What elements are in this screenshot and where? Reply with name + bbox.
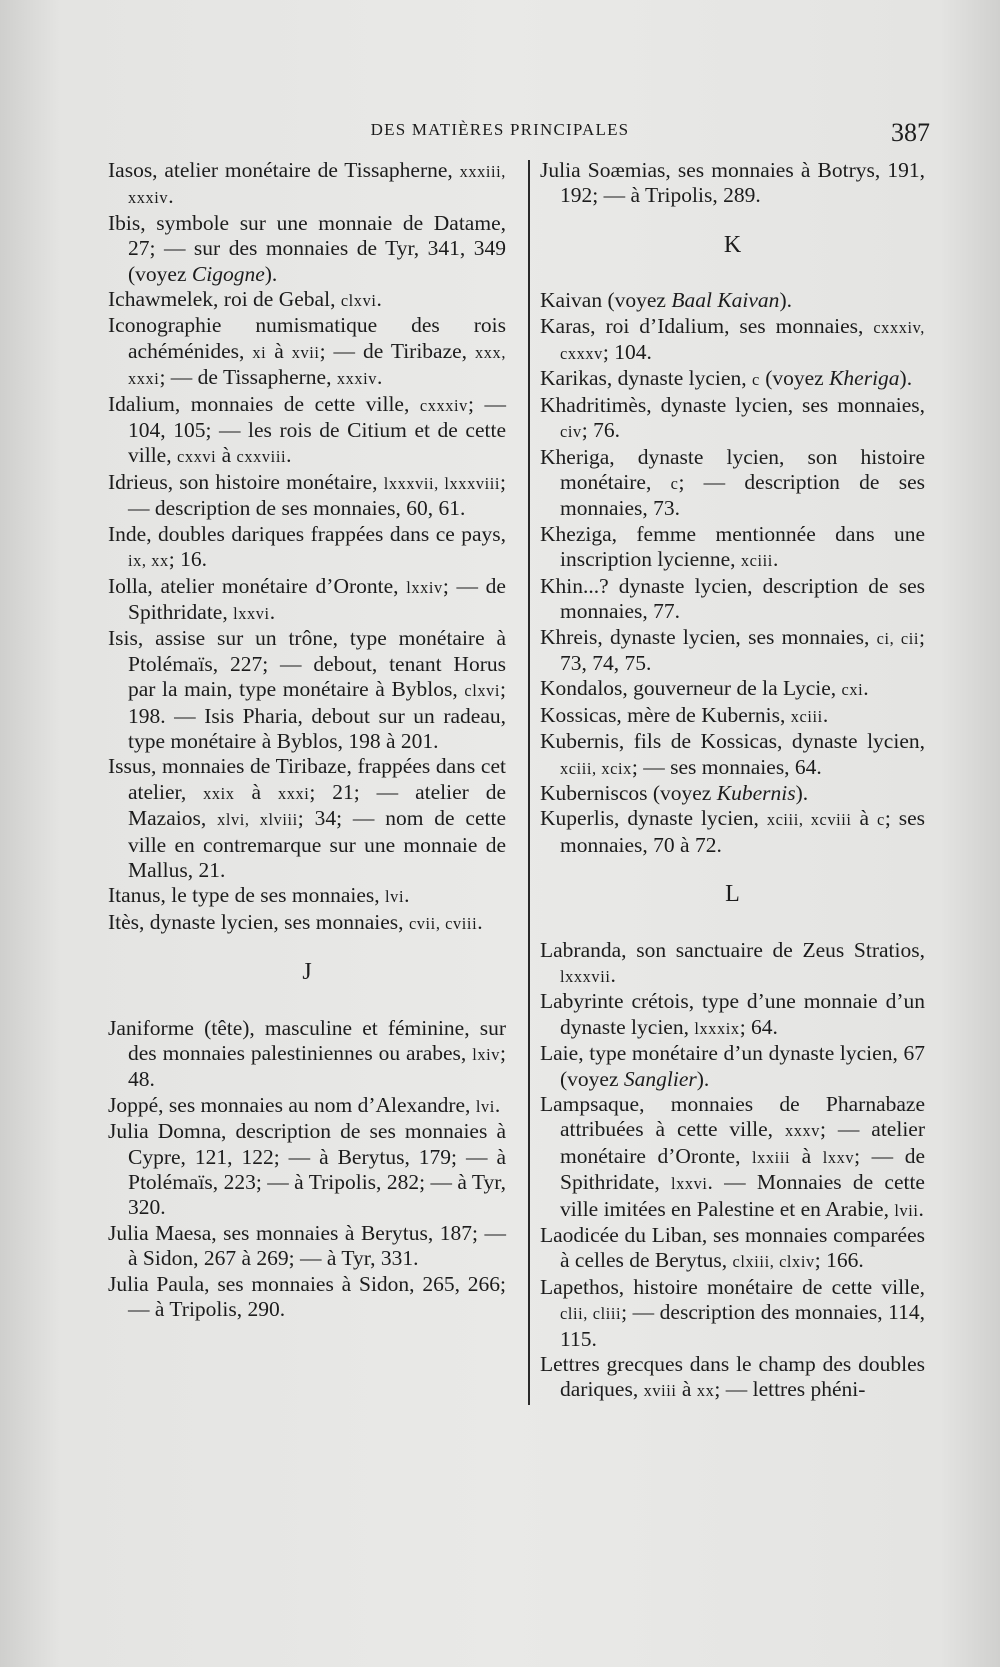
entry-text: Kubernis, fils de Kossicas, dynaste lycien, — [540, 729, 925, 754]
index-entry — [108, 910, 506, 936]
index-entry — [540, 703, 925, 729]
entry-text: Itès, dynaste lycien, ses monnaies, — [108, 909, 409, 934]
entry-roman-numeral: lxxvi — [233, 603, 270, 623]
entry-roman-numeral: lxxxix — [694, 1018, 740, 1038]
page-number: 387 — [891, 118, 930, 147]
entry-roman-numeral: xciii — [740, 551, 773, 571]
index-entry — [540, 989, 925, 1041]
index-entry — [108, 1272, 506, 1323]
entry-text: (voyez — [759, 366, 830, 391]
entry-text: . — [286, 443, 292, 468]
index-entry — [108, 1016, 506, 1093]
index-entry — [108, 883, 506, 909]
entry-text: . — [168, 184, 174, 209]
index-entry — [540, 158, 925, 209]
index-column-left — [108, 158, 506, 1322]
entry-text: ; 198. — Isis Pharia, debout sur un radeau, type monétaire à Byblos, 198 à 201. — [128, 677, 506, 753]
entry-crossref: Kubernis — [716, 780, 796, 805]
entry-roman-numeral: civ — [560, 422, 582, 442]
entry-crossref: Cigogne — [191, 261, 265, 286]
entry-roman-numeral: cxxxiv — [419, 395, 468, 415]
entry-roman-numeral: lxxvi — [670, 1174, 708, 1194]
entry-text: Julia Paula, ses monnaies à Sidon, 265, 266; — à Tripolis, 290. — [108, 1271, 506, 1322]
entry-text: Lapethos, histoire monétaire de cette ville, — [540, 1274, 925, 1299]
entry-text: ; 64. — [739, 1014, 778, 1039]
entry-text: Julia Soæmias, ses monnaies à Botrys, 191, 192; — à Tripolis, 289. — [540, 158, 925, 208]
entry-text: Ibis, symbole sur une monnaie de Datame, 27; — sur des monnaies de Tyr, 341, 349 (voyez — [108, 210, 506, 286]
index-entry — [108, 470, 506, 522]
entry-roman-numeral: xciii — [790, 706, 823, 726]
entry-text: ; 76. — [581, 418, 620, 443]
entry-text: Joppé, ses monnaies au nom d’Alexandre, — [108, 1092, 476, 1117]
entry-text: ). — [779, 288, 792, 313]
entry-text: ; — atelier monétaire d’Oronte, — [560, 1117, 926, 1168]
index-entry — [108, 392, 506, 470]
entry-roman-numeral: xciii, xcviii — [766, 810, 852, 830]
entry-text: Karikas, dynaste lycien, — [540, 366, 752, 391]
index-entry — [108, 158, 506, 211]
entry-text: ; — description de ses monnaies, 73. — [560, 470, 925, 521]
index-entry — [108, 574, 506, 627]
entry-text: . — [477, 909, 483, 934]
index-entry — [108, 287, 506, 313]
entry-text: ; 73, 74, 75. — [560, 624, 925, 675]
entry-text: ). — [264, 261, 278, 286]
entry-roman-numeral: xxix — [203, 783, 235, 803]
entry-text: à — [790, 1143, 823, 1168]
entry-text: . — [863, 676, 869, 701]
entry-text: Khadritimès, dynaste lycien, ses monnaies, — [540, 392, 925, 417]
index-entry — [540, 574, 925, 625]
entry-text: Kaivan (voyez — [540, 288, 672, 313]
index-entry — [540, 314, 925, 367]
index-entry — [540, 366, 925, 392]
entry-roman-numeral: lxxiv — [406, 577, 443, 597]
entry-roman-numeral: xviii — [643, 1381, 677, 1401]
index-entry — [540, 1223, 925, 1275]
entry-roman-numeral: xxxiv — [336, 369, 378, 389]
entry-roman-numeral: lvi — [385, 887, 405, 907]
index-letter-heading: L — [725, 881, 740, 908]
entry-text: à — [234, 779, 278, 804]
entry-text: Julia Domna, description de ses monnaies à Cypre, 121, 122; — à Berytus, 179; — à Ptolémaïs, 223; — à Tripolis, 282; — à Tyr, 320. — [108, 1119, 506, 1220]
entry-text: ; — description des monnaies, 114, 115. — [560, 1300, 925, 1351]
entry-roman-numeral: lxxiii — [752, 1147, 791, 1167]
entry-text: . — [610, 962, 616, 987]
index-entry — [540, 522, 925, 574]
entry-text: . — Monnaies de cette ville imitées en Palestine et en Arabie, — [560, 1170, 925, 1221]
entry-roman-numeral: lxxxvii, lxxxviii — [383, 473, 501, 493]
entry-text: Iolla, atelier monétaire d’Oronte, — [108, 573, 407, 598]
entry-roman-numeral: cvii, cviii — [408, 913, 478, 933]
index-entry — [540, 806, 925, 858]
entry-text: Khreis, dynaste lycien, ses monnaies, — [540, 624, 877, 649]
entry-text: . — [772, 547, 779, 572]
entry-roman-numeral: clxvi — [464, 681, 501, 701]
entry-roman-numeral: lxiv — [472, 1045, 501, 1064]
entry-roman-numeral: lvii — [894, 1200, 919, 1220]
entry-roman-numeral: cxxxiv, cxxxv — [560, 317, 925, 364]
index-entry — [108, 754, 506, 883]
entry-text: Lettres grecques dans le champ des doubles dariques, — [540, 1352, 925, 1402]
entry-roman-numeral: xxxi — [277, 783, 310, 803]
entry-text: . — [377, 365, 383, 390]
entry-text: Labranda, son sanctuaire de Zeus Stratios, — [540, 937, 925, 962]
entry-text: ; ses monnaies, 70 à 72. — [560, 806, 926, 857]
entry-text: ; 104. — [602, 340, 652, 365]
index-entry — [540, 625, 925, 677]
entry-roman-numeral: clxiii, clxiv — [732, 1252, 815, 1272]
entry-text: Ichawmelek, roi de Gebal, — [108, 287, 341, 312]
index-column-right — [540, 158, 925, 1404]
entry-crossref: Baal Kaivan — [671, 288, 780, 313]
entry-text: ; — description de ses monnaies, 60, 61. — [128, 469, 506, 521]
entry-text: à — [216, 443, 237, 468]
entry-text: à — [676, 1377, 697, 1402]
entry-text: . — [918, 1196, 924, 1221]
entry-text: Kuperlis, dynaste lycien, — [540, 806, 767, 831]
entry-text: ; 16. — [168, 547, 208, 572]
index-entry — [540, 1352, 925, 1404]
index-entry — [108, 1221, 506, 1272]
entry-text: . — [376, 287, 382, 312]
entry-text: Itanus, le type de ses monnaies, — [108, 883, 386, 908]
entry-text: Isis, assise sur un trône, type monétaire à Ptolémaïs, 227; — debout, tenant Horus par la main, type monétaire à Byblos, — [108, 626, 506, 702]
column-divider — [528, 160, 530, 1405]
entry-text: Kuberniscos (voyez — [540, 780, 717, 805]
entry-text: ; — de Tiribaze, — [319, 338, 476, 363]
entry-text: Iasos, atelier monétaire de Tissapherne, — [108, 158, 460, 182]
entry-roman-numeral: xciii, xcix — [560, 758, 632, 778]
entry-text: Laodicée du Liban, ses monnaies comparées à celles de Berytus, — [540, 1223, 925, 1273]
entry-text: ; — ses monnaies, 64. — [631, 754, 822, 779]
entry-roman-numeral: xvii — [291, 342, 320, 362]
index-entry — [108, 1119, 506, 1221]
entry-roman-numeral: cxxviii — [236, 447, 287, 467]
entry-text: Julia Maesa, ses monnaies à Berytus, 187; — à Sidon, 267 à 269; — à Tyr, 331. — [108, 1220, 506, 1271]
entry-text: . — [404, 883, 410, 908]
entry-text: ; 21; — atelier de Mazaios, — [128, 779, 506, 831]
entry-text: Iconographie numismatique des rois achéménides, — [108, 313, 506, 363]
entry-crossref: Kheriga — [829, 366, 900, 391]
entry-roman-numeral: xx — [696, 1381, 715, 1401]
running-head: DES MATIÈRES PRINCIPALES — [370, 120, 630, 139]
entry-text: Kondalos, gouverneur de la Lycie, — [540, 676, 842, 701]
entry-text: . — [494, 1092, 501, 1117]
entry-roman-numeral: cxi — [841, 680, 864, 700]
entry-text: Kheziga, femme mentionnée dans une inscription lycienne, — [540, 521, 925, 572]
index-entry — [540, 729, 925, 781]
entry-text: à — [851, 806, 877, 831]
entry-roman-numeral: clxvi — [340, 291, 377, 311]
index-entry — [540, 781, 925, 806]
entry-text: Janiforme (tête), masculine et féminine, sur des monnaies palestiniennes ou arabes, — [108, 1015, 506, 1065]
entry-crossref: Sanglier — [623, 1066, 697, 1091]
index-letter-heading: K — [723, 231, 742, 258]
entry-text: ). — [795, 780, 809, 805]
entry-text: ; 34; — nom de cette ville en contremarque sur une monnaie de Mallus, 21. — [128, 806, 506, 882]
index-letter-heading: J — [302, 959, 312, 986]
entry-roman-numeral: c — [876, 810, 885, 830]
entry-roman-numeral: xi — [252, 342, 267, 362]
entry-text: ; — de Tissapherne, — [159, 365, 337, 390]
entry-text: . — [822, 702, 829, 727]
entry-text: Idalium, monnaies de cette ville, — [108, 391, 420, 416]
index-entry — [540, 445, 925, 522]
index-entry — [108, 313, 506, 391]
entry-text: ; — de Spithridate, — [560, 1143, 925, 1195]
index-entry — [108, 1093, 506, 1119]
index-entry — [108, 522, 506, 574]
entry-text: ). — [899, 366, 913, 391]
entry-text: Kossicas, mère de Kubernis, — [540, 702, 791, 727]
entry-text: ; 48. — [128, 1041, 506, 1092]
index-entry — [540, 1092, 925, 1223]
entry-text: Khin...? dynaste lycien, description de ses monnaies, 77. — [540, 573, 925, 624]
entry-text: ; — 104, 105; — les rois de Citium et de cette ville, — [128, 391, 506, 468]
entry-text: Labyrinte crétois, type d’une monnaie d’un dynaste lycien, — [540, 989, 925, 1039]
entry-text: Inde, doubles dariques frappées dans ce pays, — [108, 521, 506, 546]
entry-roman-numeral: lxxxvii — [560, 966, 611, 986]
entry-text: ). — [696, 1066, 710, 1091]
index-entry — [540, 938, 925, 990]
index-entry — [540, 676, 925, 702]
entry-roman-numeral: xxx, xxxi — [128, 342, 507, 389]
index-entry — [108, 626, 506, 754]
index-entry — [540, 1041, 925, 1092]
entry-text: Idrieus, son histoire monétaire, — [108, 469, 384, 494]
index-entry — [108, 211, 506, 287]
entry-roman-numeral: cxxvi — [176, 447, 217, 467]
entry-roman-numeral: ix, xx — [128, 551, 169, 571]
entry-text: Lampsaque, monnaies de Pharnabaze attribuées à cette ville, — [540, 1092, 925, 1142]
entry-text: à — [266, 338, 292, 363]
entry-roman-numeral: lxxv — [822, 1147, 855, 1167]
entry-roman-numeral: c — [670, 474, 679, 494]
entry-text: ; — lettres phéni- — [714, 1377, 866, 1402]
entry-roman-numeral: ci, cii — [876, 628, 920, 648]
entry-roman-numeral: c — [751, 370, 760, 390]
entry-text: ; 166. — [814, 1248, 864, 1273]
entry-roman-numeral: xxxiii, xxxiv — [128, 162, 506, 208]
entry-text: . — [269, 599, 276, 624]
entry-text: Issus, monnaies de Tiribaze, frappées dans cet atelier, — [108, 754, 506, 804]
entry-text: Laie, type monétaire d’un dynaste lycien, 67 (voyez — [540, 1041, 925, 1091]
entry-roman-numeral: clii, cliii — [560, 1304, 622, 1324]
index-entry — [540, 288, 925, 313]
index-entry — [540, 1275, 925, 1352]
index-entry — [540, 393, 925, 445]
entry-roman-numeral: xlvi, xlviii — [217, 810, 298, 830]
entry-text: Kheriga, dynaste lycien, son histoire monétaire, — [540, 444, 925, 495]
entry-roman-numeral: lvi — [475, 1096, 495, 1116]
entry-text: Karas, roi d’Idalium, ses monnaies, — [540, 313, 874, 338]
entry-text: ; — de Spithridate, — [128, 573, 506, 624]
entry-roman-numeral: xxxv — [784, 1121, 820, 1141]
